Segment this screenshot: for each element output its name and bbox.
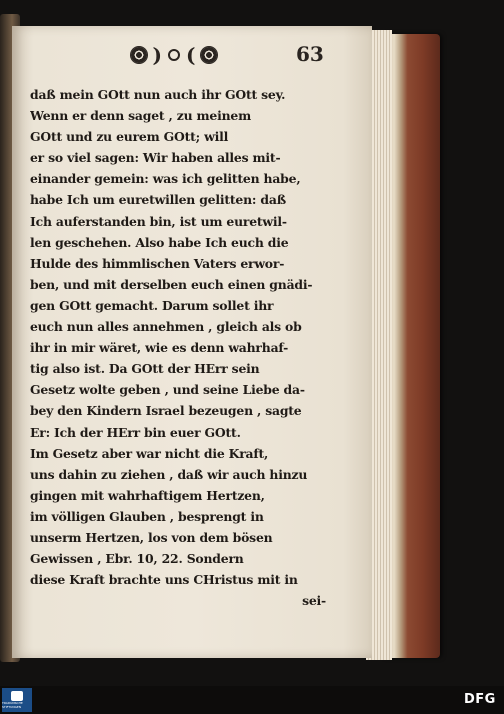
text-line: daß mein GOtt nun auch ihr GOtt sey. [30,87,286,102]
rosette-left-icon [131,47,147,63]
paren-right-icon: ) [152,43,162,67]
text-line: euch nun alles annehmen , gleich als ob [30,319,302,335]
text-line: ihr in mir wäret, wie es denn wahrhaf- [30,340,289,356]
catchword: sei- [302,593,326,609]
page-number: 63 [296,42,324,66]
circle-icon [168,49,180,61]
text-line: Hulde des himmlischen Vaters erwor- [30,255,285,271]
text-line: habe Ich um euretwillen gelitten: daß [30,192,286,208]
text-line: gingen mit wahrhaftigem Hertzen, [30,487,265,503]
rosette-paren-ornament-icon [124,44,224,66]
logo-mark [11,691,23,701]
text-line: uns dahin zu ziehen , daß wir auch hinzu [30,466,308,482]
text-line: bey den Kindern Israel bezeugen , sagte [30,403,302,419]
paren-left-icon: ( [186,43,196,67]
text-line: Wenn er denn saget , zu meinem [30,108,251,124]
text-line: einander gemein: was ich gelitten habe, [30,171,301,187]
text-line: Gesetz wolte geben , und seine Liebe da- [30,382,305,398]
book-fore-edge [384,34,440,658]
text-line: Er: Ich der HErr bin euer GOtt. [30,424,241,440]
text-line: Gewissen , Ebr. 10, 22. Sondern [30,551,244,567]
text-line: Ich auferstanden bin, ist um euretwil- [30,213,287,229]
text-line: im völligen Glauben , besprengt in [30,508,264,524]
text-line: len geschehen. Also habe Ich euch die [30,234,289,250]
rosette-right-icon [201,47,217,63]
body-text [30,84,326,611]
foundation-logo-text: TRADUNSCHE STIFTUNGEN [2,701,23,709]
text-line: gen GOtt gemacht. Darum sollet ihr [30,297,274,313]
foundation-logo-icon[interactable] [2,688,32,712]
text-line: diese Kraft brachte uns CHristus mit in [30,572,298,588]
text-line: GOtt und zu eurem GOtt; will [30,129,229,145]
dfg-logo[interactable]: DFG [464,692,496,707]
text-line: er so viel sagen: Wir haben alles mit- [30,150,281,166]
text-line: tig also ist. Da GOtt der HErr sein [30,361,260,377]
viewer-footer [0,686,504,714]
text-line: unserm Hertzen, los von dem bösen [30,529,273,545]
text-line: ben, und mit derselben euch einen gnädi- [30,276,313,292]
text-line: Im Gesetz aber war nicht die Kraft, [30,445,269,461]
